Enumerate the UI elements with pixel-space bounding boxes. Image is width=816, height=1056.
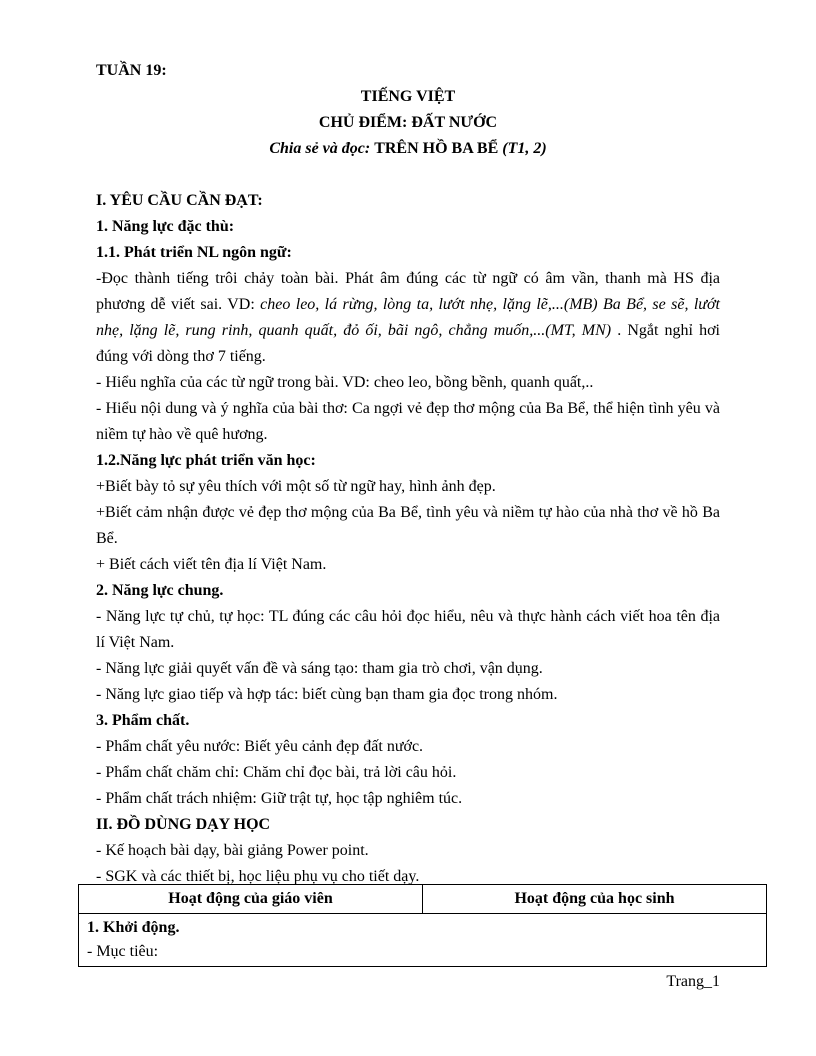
subject-title: TIẾNG VIỆT — [360, 88, 456, 105]
literature-item-3: + Biết cách viết tên địa lí Việt Nam. — [96, 556, 327, 573]
document-page — [96, 58, 720, 890]
subsection-3-heading: 3. Phẩm chất. — [96, 712, 190, 729]
subsection-1-heading: 1. Năng lực đặc thù: — [96, 218, 235, 235]
teacher-column-header: Hoạt động của giáo viên — [79, 885, 423, 914]
activity-table — [78, 884, 767, 967]
student-column-header: Hoạt động của học sinh — [423, 885, 767, 914]
literature-item-1: +Biết bày tỏ sự yêu thích với một số từ ngữ hay, hình ảnh đẹp. — [96, 478, 496, 495]
paragraph-reading: -Đọc thành tiếng trôi chảy toàn bài. Phát âm đúng các từ ngữ có âm vần, thanh mà HS địa phương dễ viết sai. VD: cheo leo, lá rừng, lòng ta, lướt nhẹ, lặng lẽ,...(MB) Ba Bể, se sẽ, lướt nhẹ, lặng lẽ, rung rinh, quanh quất, đỏ ối, bãi ngô, chẳng muốn,...(MT, MN) . Ngắt nghỉ hơi đúng với dòng thơ 7 tiếng. — [96, 270, 720, 365]
warmup-title: 1. Khởi động. — [87, 919, 180, 936]
section-2-heading: II. ĐỒ DÙNG DẠY HỌC — [96, 816, 271, 833]
quality-item-2: - Phẩm chất chăm chỉ: Chăm chỉ đọc bài, trả lời câu hỏi. — [96, 764, 457, 781]
warmup-goal: - Mục tiêu: — [87, 943, 159, 960]
page-number: Trang_1 — [666, 973, 720, 990]
table-row — [79, 914, 767, 967]
subsection-2-heading: 2. Năng lực chung. — [96, 582, 224, 599]
lesson-title: TRÊN HỒ BA BỂ — [374, 140, 499, 157]
lesson-prefix: Chia sẻ và đọc: — [269, 140, 371, 157]
quality-item-1: - Phẩm chất yêu nước: Biết yêu cảnh đẹp đất nước. — [96, 738, 424, 755]
theme-title: CHỦ ĐIỂM: ĐẤT NƯỚC — [318, 114, 498, 131]
section-1-heading: I. YÊU CẦU CẦN ĐẠT: — [96, 192, 263, 209]
table-header-row — [79, 885, 767, 914]
subsection-1-2-heading: 1.2.Năng lực phát triển văn học: — [96, 452, 316, 469]
lesson-periods: (T1, 2) — [502, 140, 547, 157]
paragraph-vocab: - Hiểu nghĩa của các từ ngữ trong bài. VD: cheo leo, bồng bềnh, quanh quất,.. — [96, 374, 594, 391]
literature-item-2: +Biết cảm nhận được vẻ đẹp thơ mộng của Ba Bể, tình yêu và niềm tự hào của nhà thơ về hồ Ba Bể. — [96, 504, 720, 547]
general-item-3: - Năng lực giao tiếp và hợp tác: biết cùng bạn tham gia đọc trong nhóm. — [96, 686, 558, 703]
week-label: TUẦN 19: — [96, 62, 167, 79]
general-item-1: - Năng lực tự chủ, tự học: TL đúng các câu hỏi đọc hiểu, nêu và thực hành cách viết hoa tên địa lí Việt Nam. — [96, 608, 720, 651]
general-item-2: - Năng lực giải quyết vấn đề và sáng tạo: tham gia trò chơi, vận dụng. — [96, 660, 543, 677]
warmup-cell — [79, 914, 767, 967]
tool-item-1: - Kế hoạch bài dạy, bài giảng Power point. — [96, 842, 369, 859]
quality-item-3: - Phẩm chất trách nhiệm: Giữ trật tự, học tập nghiêm túc. — [96, 790, 463, 807]
paragraph-content: - Hiểu nội dung và ý nghĩa của bài thơ: Ca ngợi vẻ đẹp thơ mộng của Ba Bể, thể hiện tình yêu và niềm tự hào về quê hương. — [96, 400, 720, 443]
lesson-title-line — [96, 136, 720, 162]
tool-item-2: - SGK và các thiết bị, học liệu phụ vụ cho tiết dạy. — [96, 868, 420, 885]
subsection-1-1-heading: 1.1. Phát triển NL ngôn ngữ: — [96, 244, 292, 261]
